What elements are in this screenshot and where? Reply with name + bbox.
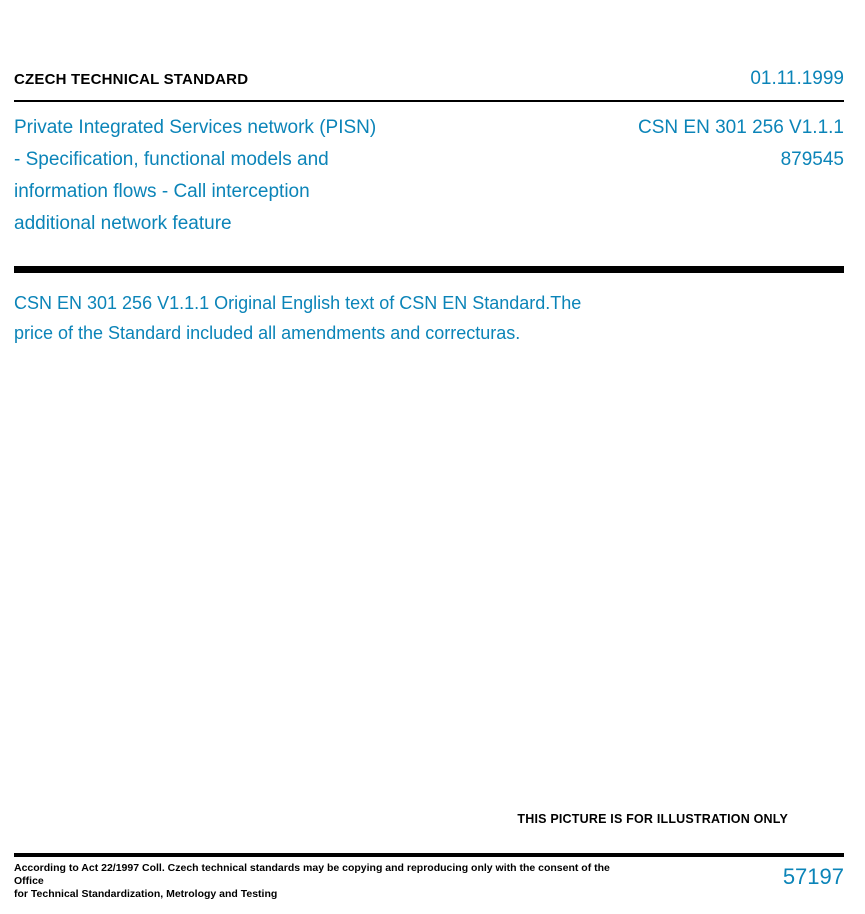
abstract-line: price of the Standard included all amendments and correcturas. — [14, 323, 521, 343]
abstract-text — [14, 288, 754, 348]
document-type-label: CZECH TECHNICAL STANDARD — [14, 71, 249, 88]
standard-catalog-number: 879545 — [780, 149, 844, 170]
abstract-line: CSN EN 301 256 V1.1.1 Original English text of CSN EN Standard.The — [14, 293, 582, 313]
standard-identifier — [504, 112, 844, 176]
standard-title-line: additional network feature — [14, 213, 232, 234]
document-footer — [14, 862, 844, 901]
publication-date: 01.11.1999 — [750, 68, 844, 89]
illustration-disclaimer: THIS PICTURE IS FOR ILLUSTRATION ONLY — [517, 812, 788, 826]
title-block — [14, 112, 844, 240]
standard-title-line: Private Integrated Services network (PISN) — [14, 117, 377, 138]
document-header — [14, 68, 844, 90]
header-divider — [14, 100, 844, 102]
standard-code: CSN EN 301 256 V1.1.1 — [638, 117, 844, 138]
footer-divider — [14, 853, 844, 857]
order-number: 57197 — [782, 864, 844, 889]
standard-title-line: - Specification, functional models and — [14, 149, 329, 170]
copyright-note — [14, 862, 614, 901]
title-divider — [14, 266, 844, 273]
standard-title-line: information flows - Call interception — [14, 181, 310, 202]
standard-title — [14, 112, 484, 240]
copyright-note-line: According to Act 22/1997 Coll. Czech technical standards may be copying and reproducing only with the consent of the Office — [14, 862, 610, 887]
copyright-note-line: for Technical Standardization, Metrology and Testing — [14, 888, 278, 900]
